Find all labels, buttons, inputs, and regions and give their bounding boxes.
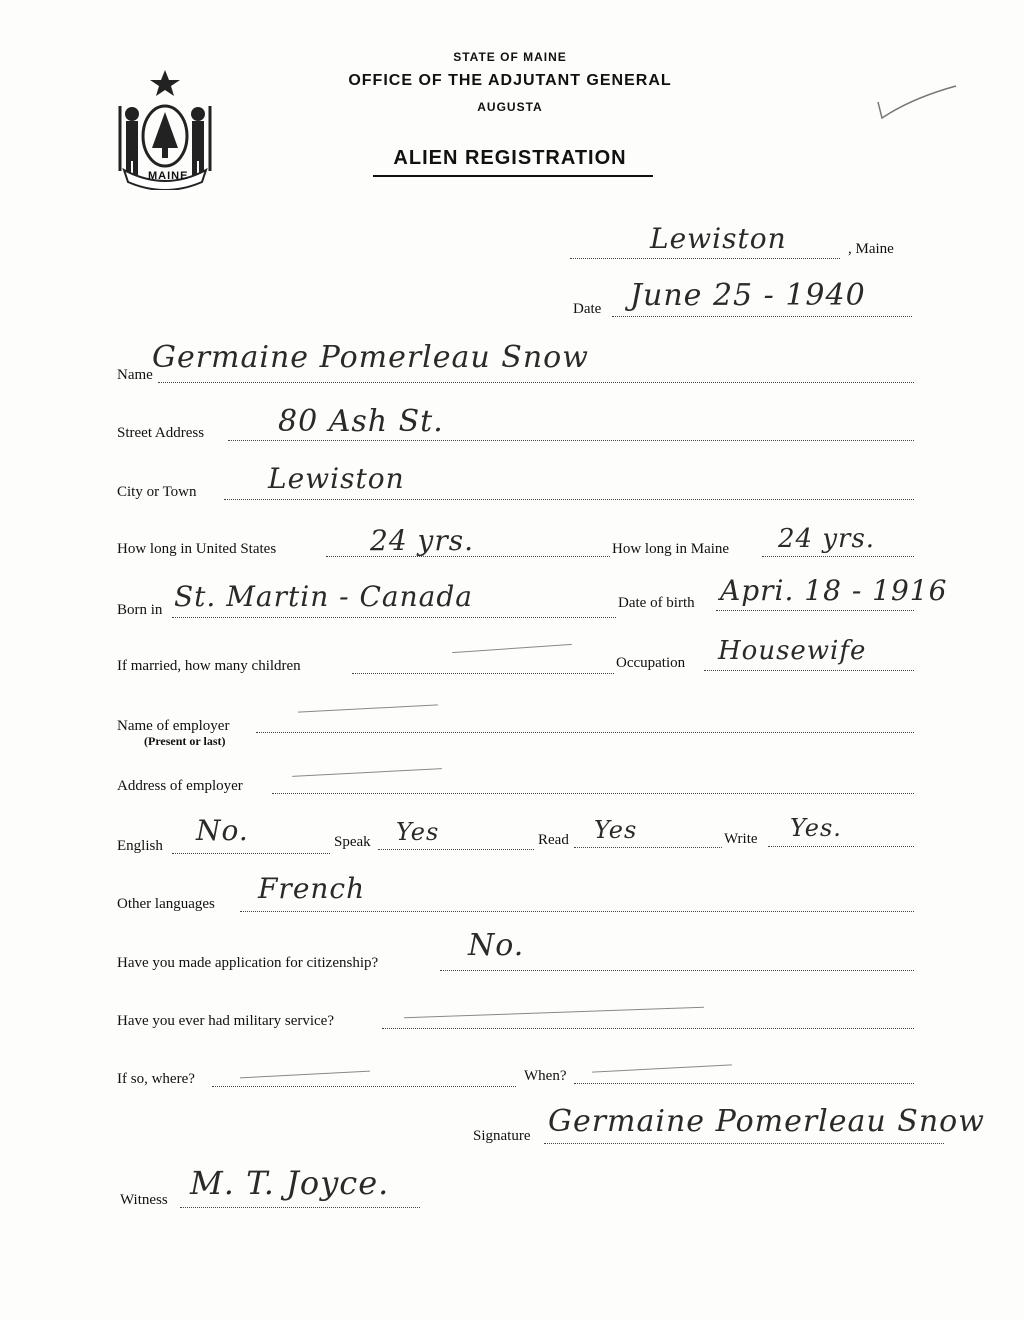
witness-value: M. T. Joyce. [190,1164,390,1202]
dob-label: Date of birth [618,595,695,611]
write-value: Yes. [790,814,842,842]
town-value: Lewiston [650,222,787,255]
state-seal-icon [112,66,218,195]
employer-dash [298,704,438,712]
how-long-maine-label: How long in Maine [612,541,730,557]
city-label: City or Town [117,484,197,500]
employer-address-line [272,793,914,794]
born-in-value: St. Martin - Canada [174,580,473,613]
children-line [352,673,614,674]
maine-label: , Maine [848,241,894,257]
military-line [382,1028,914,1029]
seal-motto: MAINE [148,170,189,182]
dob-line [716,610,914,611]
check-mark-icon [872,80,962,135]
signature-line [544,1143,944,1144]
city-heading: AUGUSTA [477,100,543,114]
speak-line [378,849,534,850]
read-value: Yes [594,816,638,844]
speak-label: Speak [334,834,371,850]
date-label: Date [573,301,602,317]
children-label: If married, how many children [117,658,301,674]
employer-address-dash [292,768,442,777]
other-languages-value: French [258,872,366,905]
town-line [570,258,840,259]
military-label: Have you ever had military service? [117,1013,334,1029]
occupation-line [704,670,914,671]
name-label: Name [117,367,153,383]
witness-line [180,1207,420,1208]
page-title: ALIEN REGISTRATION [393,147,627,169]
street-line [228,440,914,441]
name-line [158,382,914,383]
signature-label: Signature [473,1128,531,1144]
english-line [172,853,330,854]
employer-line [256,732,914,733]
city-value: Lewiston [268,462,405,495]
street-value: 80 Ash St. [278,404,444,439]
witness-label: Witness [120,1192,168,1208]
military-dash [404,1007,704,1018]
when-dash [592,1064,732,1072]
citizenship-line [440,970,914,971]
how-long-maine-value: 24 yrs. [778,524,876,554]
other-languages-label: Other languages [117,896,215,912]
how-long-us-label: How long in United States [117,541,277,557]
date-value: June 25 - 1940 [630,278,866,313]
title-underline [373,175,653,177]
where-label: If so, where? [117,1071,195,1087]
citizenship-value: No. [468,928,525,963]
street-label: Street Address [117,425,205,441]
occupation-label: Occupation [616,655,686,671]
office-heading: OFFICE OF THE ADJUTANT GENERAL [348,72,672,89]
write-label: Write [724,831,758,847]
how-long-maine-line [762,556,914,557]
signature-value: Germaine Pomerleau Snow [548,1104,985,1139]
dob-value: Apri. 18 - 1916 [720,574,948,607]
city-line [224,499,914,500]
when-line [574,1083,914,1084]
born-in-label: Born in [117,602,163,618]
citizenship-label: Have you made application for citizenship? [117,955,379,971]
date-line [612,316,912,317]
employer-address-label: Address of employer [117,778,243,794]
speak-value: Yes [396,818,440,846]
state-heading: STATE OF MAINE [453,50,567,64]
read-line [574,847,722,848]
born-in-line [172,617,616,618]
english-label: English [117,838,163,854]
when-label: When? [524,1068,567,1084]
employer-label: Name of employer [117,718,230,734]
employer-sublabel: (Present or last) [144,734,226,748]
other-languages-line [240,911,914,912]
where-dash [240,1071,370,1079]
how-long-us-value: 24 yrs. [370,524,475,557]
english-value: No. [196,814,249,847]
where-line [212,1086,516,1087]
children-dash [452,644,572,653]
write-line [768,846,914,847]
name-value: Germaine Pomerleau Snow [152,340,589,375]
read-label: Read [538,832,569,848]
occupation-value: Housewife [718,636,867,666]
